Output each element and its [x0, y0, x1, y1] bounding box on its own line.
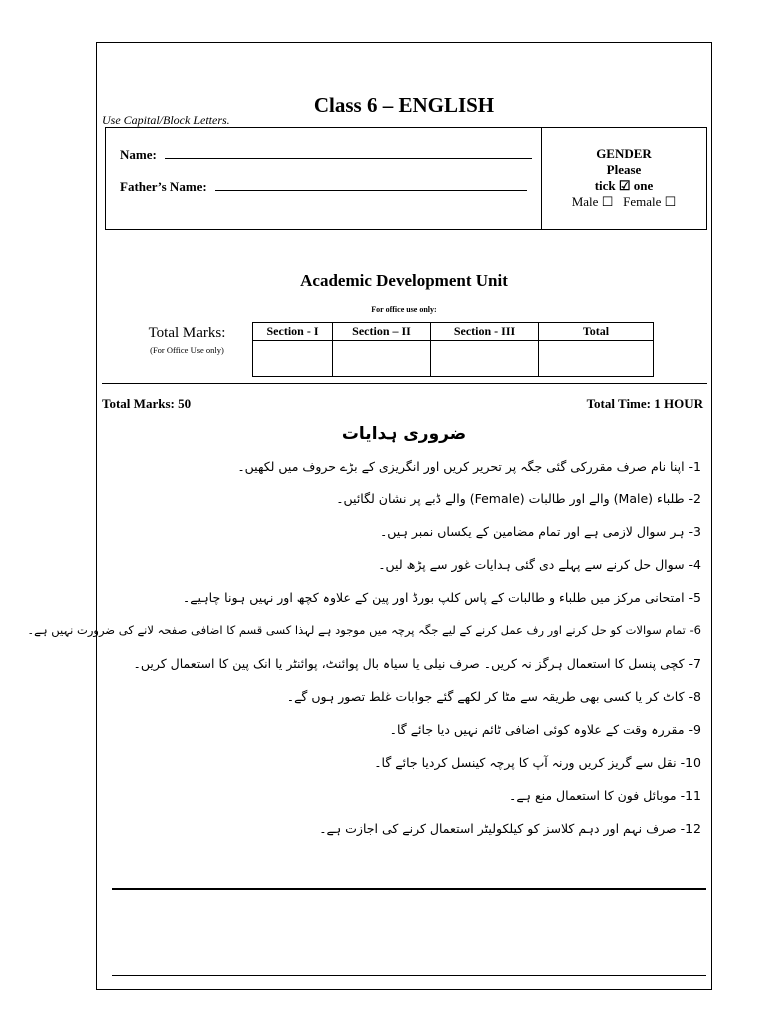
marks-table [252, 322, 654, 377]
instruction-item-2: 2- طلباء (Male) والے اور طالبات (Female) والے ڈبے پر نشان لگائیں۔ [336, 491, 701, 506]
instruction-item-7: 7- کچی پنسل کا استعمال ہرگز نہ کریں۔ صرف نیلی یا سیاہ بال پوائنٹ، پوائنٹر یا انک پین کا استعمال کریں۔ [133, 656, 701, 671]
gender-options [542, 194, 706, 210]
marks-header-row [253, 323, 654, 341]
col-section-2: Section – II [333, 323, 431, 341]
name-label: Name: [120, 147, 157, 162]
office-use-note: For office use only: [371, 305, 437, 314]
female-label: Female [623, 194, 662, 209]
total-marks-sublabel: (For Office Use only) [150, 345, 224, 355]
instructions-title: ضروری ہدایات [341, 424, 467, 444]
total-marks-cell[interactable] [539, 341, 654, 377]
instruction-item-11: 11- موبائل فون کا استعمال منع ہے۔ [509, 788, 701, 803]
father-name-label: Father’s Name: [120, 179, 207, 194]
father-name-field[interactable] [215, 179, 527, 191]
father-name-row [120, 178, 527, 196]
col-total: Total [539, 323, 654, 341]
section-1-marks-cell[interactable] [253, 341, 333, 377]
section-2-marks-cell[interactable] [333, 341, 431, 377]
instruction-item-6: 6- تمام سوالات کو حل کرنے اور رف عمل کرنے کے لیے جگہ پرچہ میں موجود ہے لہذا کسی قسم کا اضافی صفحہ لانے کی ضرورت نہیں ہے۔ [27, 623, 701, 637]
instruction-item-3: 3- ہر سوال لازمی ہے اور تمام مضامین کے یکساں نمبر ہیں۔ [379, 524, 701, 539]
exam-cover-page [27, 42, 712, 990]
total-marks-summary: Total Marks: 50 [102, 396, 192, 411]
gender-please: Please [606, 162, 642, 177]
instruction-item-1: 1- اپنا نام صرف مقررکی گئی جگہ پر تحریر کریں اور انگریزی کے بڑے حروف میں لکھیں۔ [237, 459, 701, 474]
capital-letters-hint: Use Capital/Block Letters. [102, 113, 230, 127]
male-checkbox[interactable]: ☐ [601, 194, 614, 209]
col-section-1: Section - I [253, 323, 333, 341]
instruction-item-9: 9- مقررہ وقت کے علاوہ کوئی اضافی ٹائم نہیں دیا جائے گا۔ [389, 722, 701, 737]
gender-panel [542, 146, 706, 210]
unit-title: Academic Development Unit [300, 271, 508, 290]
section-divider [102, 383, 707, 384]
bottom-rule-thin [112, 975, 706, 976]
instruction-item-8: 8- کاٹ کر یا کسی بھی طریقہ سے مٹا کر لکھے گئے جوابات غلط تصور ہوں گے۔ [286, 689, 701, 704]
student-info-box [105, 127, 707, 230]
section-3-marks-cell[interactable] [431, 341, 539, 377]
bottom-rule-thick [112, 888, 706, 890]
female-checkbox[interactable]: ☐ [664, 194, 677, 209]
col-section-3: Section - III [431, 323, 539, 341]
instruction-item-10: 10- نقل سے گریز کریں ورنہ آپ کا پرچہ کینسل کردیا جائے گا۔ [374, 755, 701, 770]
name-row [120, 146, 532, 164]
total-time-summary: Total Time: 1 HOUR [586, 396, 703, 411]
total-marks-label: Total Marks: [148, 325, 226, 341]
marks-entry-row [253, 341, 654, 377]
exam-title: Class 6 – ENGLISH [313, 93, 495, 117]
instruction-item-12: 12- صرف نہم اور دہم کلاسز کو کیلکولیٹر استعمال کرنے کی اجازت ہے۔ [319, 821, 701, 836]
gender-heading: GENDER [596, 146, 652, 161]
gender-tick-one: tick ☑ one [594, 178, 654, 193]
name-field[interactable] [165, 147, 532, 159]
instruction-item-4: 4- سوال حل کرنے سے پہلے دی گئی ہدایات غور سے پڑھ لیں۔ [378, 557, 701, 572]
instruction-item-5: 5- امتحانی مرکز میں طلباء و طالبات کے پاس کلپ بورڈ اور پین کے علاوہ کچھ اور نہیں ہونا چاہیے۔ [182, 590, 701, 605]
male-label: Male [571, 194, 599, 209]
